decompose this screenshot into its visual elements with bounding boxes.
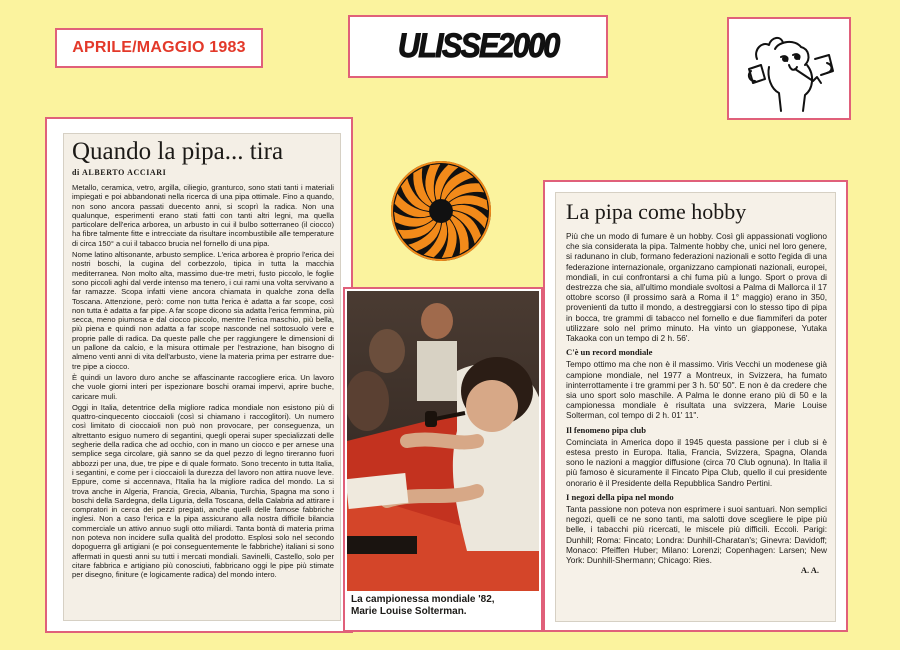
article-signature: A. A. [800,565,819,576]
photo-caption [351,594,537,618]
left-article-byline: di ALBERTO ACCIARI [72,168,167,177]
cartoon-logo-box [727,17,851,120]
section-text: Cominciata in America dopo il 1945 questa passione per i club si è estesa presto in Europa. Italia, Francia, Svizzera, Spagna, Olanda sono le nazioni a maggior diffusione (circa 70 Club ognuna). In Italia il più famoso è sicuramente il Fincato Pipa Club, quello il cui presidente onorario è il Presidente della Repubblica Sandro Pertini. [566,436,827,488]
right-article [555,192,836,622]
issue-date: APRILE/MAGGIO 1983 [72,39,246,56]
championship-photo [347,291,539,591]
masthead-title: ULISSE2000 [397,27,559,65]
section-heading: Il fenomeno pipa club [566,424,646,435]
section-heading: I negozi della pipa nel mondo [566,491,674,502]
right-article-body [566,231,827,576]
sun-emblem [390,160,492,262]
left-paragraph: Nome latino altisonante, arbusto semplice. L'erica arborea è proprio l'erica dei nostri boschi, la cugina del corbezzolo, tipica in tutta la macchia mediterranea. Non molto alta, massimo due-tre metri, fusto piccolo, le foglie sono piccoli aghi dal verde intenso ma tenero, i cui rami una volta servivano a far ramazze. Scopa infatti viene ancora chiamata in qualche zona della Toscana. Attenzione, però: come non tutta l'erica è adatta a far scope, così non tutta è adatta a far pipe. A far scope dicono sia adatta l'erica femmina, più secca, meno piumosa e dal ciocco piccolo, mentre l'erica maschio, più bella, più piena e quindi non adatta a far scope nasconde nel sottosuolo vere e proprie palle di radica. Da queste palle che per raggiungere le dimensioni di un pallone da calcio, e la misura ottimale per l'estrazione, han bisogno di almeno venti anni di vita dell'arbusto, viene la materia prima per estrarre due-tre pipe a ciocco. [72,250,334,371]
left-article [63,133,341,621]
section-text: Tanta passione non poteva non esprimere i suoi santuari. Non semplici negozi, quelli ce ne sono tanti, ma salotti dove scegliere le pipe più belle, i tabacchi più ricercati, le miscele più difficili. Eccoli. Parigi: Dunhill; Roma: Fincato; Londra: Dunhill-Charatan's; Ginevra: Davidoff; Monaco: Pfeiffen Huber; Milano: Lorenzi; Copenhagen: Larsen; New York: Dunhill-Shermann; Chicago: Ries. [566,504,827,566]
section-heading: C'è un record mondiale [566,347,653,358]
masthead-box [348,15,608,78]
left-paragraph: È quindi un lavoro duro anche se affascinante raccogliere erica. Un lavoro che vuole giorni interi per ispezionare boschi oramai impervi, aprire buche, caricare muli. [72,372,334,401]
left-paragraph: Metallo, ceramica, vetro, argilla, ciliegio, granturco, sono stati tanti i materiali impiegati e poi abbandonati nella ricerca di una pipa ottimale. Fino a quando, non sono ancora passati duecento anni, si scoprì la radica. Non una qualunque, esperimenti erano stati fatti con tanti altri legni, ma quella particolare dell'erica arborea, un arbusto in cui il bulbo sotterraneo (il ciocco) ha fibre talmente fitte e intrecciate da risultare incombustibile alle temperature di circa 150° a cui il tabacco brucia nel fornello di una pipa. [72,183,334,248]
right-intro: Più che un modo di fumare è un hobby. Così gli appassionati vogliono che sia considerata la pipa. Talmente hobby che, unici nel loro genere, si radunano in club, formano federazioni nazionali e sotto l'egida di una federazione internazionale, organizzano campionati nazionali, europei, mondiali, in cui confrontarsi a chi fuma più a lungo. Sport o prova di destrezza che sia, all'ultimo mondiale svoltosi a Palma di Mallorca il 17 ottobre scorso (il prossimo sarà a Roma il 1° maggio) erano in 350, provenienti da tutto il mondo, a destreggiarsi con lo stesso tipo di pipa in bocca, tre grammi di tabacco nel fornello e due fiammiferi da poter utilizzare solo nel primo minuto. Ha vinto un giapponese, Yutaka Takaoka con un tempo di 2 h. 56'. [566,231,827,344]
left-article-body [72,183,334,579]
left-paragraph: Oggi in Italia, detentrice della migliore radica mondiale non esistono più di quattro-cinquecento cioccaioli (così si chiamano i raccoglitori). Un numero così limitato di cioccaioli non può non provocare, per conseguenza, un altrettanto esiguo numero di segantini, quegli operai super specializzati delle segherie della radica che ad occhio, con in mano un ciocco e per arnese una semplice sega circolare, già sanno se da quel pezzo di legno tireranno fuori abbozzi per una, due, tre pipe e di quale formato. Sono trecento in tutta Italia, i segantini, e come per i cioccaioli la durezza del lavoro non attira nuove leve. Eppure, come si accennava, l'Italia ha la migliore radica del mondo. La si trova anche in Algeria, Francia, Grecia, Albania, Turchia, Spagna ma sono i boschi della Sardegna, della Liguria, della Toscana, della Calabria ad attirare i compratori in cerca dei pezzi pregiati, anche quelli delle famose fabbriche inglesi. Non a caso l'erica e la pipa assicurano alla nostra difficile bilancia commerciale un attivo annuo sugli otto miliardi. Tanta bontà di materia prima non poteva non incidere sulla qualità del prodotto. Esplosi solo nel secondo dopoguerra gli artigiani (e poi conseguentemente le fabbriche) italiani si sono affermati in questi anni su tutti i mercati mondiali. Savinelli, Castello, solo per citare fabbrica e artigiano più conosciuti, fabbricano oggi le pipe più stimate per disegno, finiture (e logicamente radica) del mondo intero. [72,402,334,580]
caption-line-2: Marie Louise Solterman. [351,606,467,617]
right-article-title: La pipa come hobby [566,199,747,224]
caption-line-1: La campionessa mondiale '82, [351,594,495,605]
section-text: Tempo ottimo ma che non è il massimo. Viris Vecchi un modenese già campione mondiale, nel 1977 a Montreux, in Svizzera, ha fumato ininterrottamente i tre grammi per 3 h. 50' 50". E non è da credere che sia uno sport solo maschile. A Palma le donne erano più di 50 e la campionessa mondiale è risultata una svizzera, Marie Louise Solterman, col tempo di 2 h. 01' 11". [566,359,827,421]
left-article-title: Quando la pipa... tira [72,138,284,165]
left-article-frame [45,117,353,633]
photo-frame [343,287,543,632]
right-article-frame [543,180,848,632]
date-label-box [55,28,263,68]
spiral-emblem-icon [390,160,492,262]
pipe-smoker-cartoon-icon [729,19,849,118]
photo-illustration [347,291,539,591]
